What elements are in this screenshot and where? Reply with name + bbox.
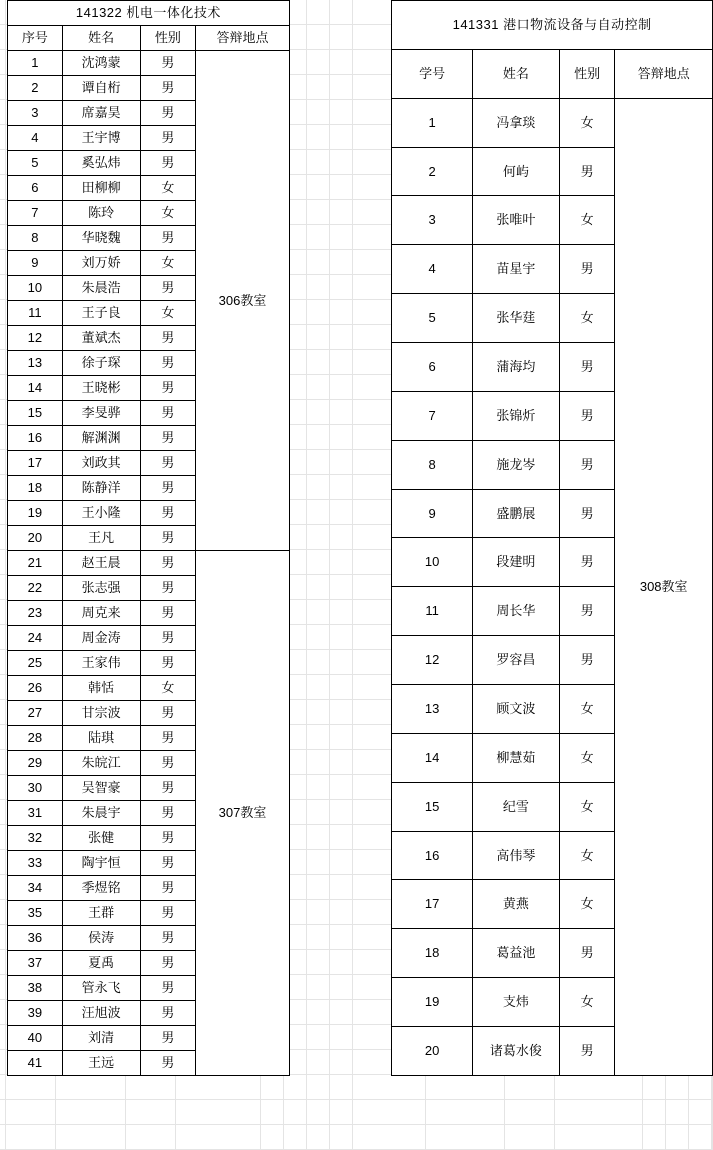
left_table-seq-cell: 3	[8, 101, 63, 126]
left_table-seq-cell: 37	[8, 951, 63, 976]
right_table-header-row	[392, 49, 713, 98]
right_table-seq-cell: 1	[392, 98, 473, 147]
right_table-header-cell: 答辩地点	[615, 49, 713, 98]
left_table-sex-cell: 男	[140, 876, 196, 901]
left_table-sex-cell: 男	[140, 551, 196, 576]
left_table-name-cell: 王凡	[62, 526, 140, 551]
grid-cell	[6, 1075, 55, 1100]
grid-cell	[176, 1100, 261, 1125]
left_table-seq-cell: 27	[8, 701, 63, 726]
right_table-name-cell: 冯拿琰	[473, 98, 560, 147]
right_table-sex-cell: 男	[559, 440, 615, 489]
grid-cell	[666, 1075, 689, 1100]
right_table-name-cell: 黄燕	[473, 880, 560, 929]
left_table-sex-cell: 男	[140, 1026, 196, 1051]
left_table-name-cell: 王群	[62, 901, 140, 926]
right_table-sex-cell: 女	[559, 294, 615, 343]
left_table-seq-cell: 13	[8, 351, 63, 376]
left_table-name-cell: 侯涛	[62, 926, 140, 951]
grid-cell	[330, 1125, 353, 1150]
grid-cell	[643, 1125, 666, 1150]
left_table-name-cell: 刘政其	[62, 451, 140, 476]
right_table-seq-cell: 16	[392, 831, 473, 880]
left_table-title-row	[8, 1, 290, 26]
right_table-sex-cell: 男	[559, 343, 615, 392]
grid-cell	[505, 1125, 555, 1150]
right_table-sex-cell: 男	[559, 929, 615, 978]
left_table-seq-cell: 18	[8, 476, 63, 501]
right_table-place-cell: 308教室	[615, 98, 713, 1075]
grid-cell	[126, 1075, 176, 1100]
right_table-seq-cell: 14	[392, 733, 473, 782]
left_table-seq-cell: 16	[8, 426, 63, 451]
left_table-seq-cell: 22	[8, 576, 63, 601]
right_table-seq-cell: 2	[392, 147, 473, 196]
left_table-name-cell: 陈玲	[62, 201, 140, 226]
left_table-sex-cell: 男	[140, 1001, 196, 1026]
left_table-sex-cell: 男	[140, 451, 196, 476]
left_table-seq-cell: 12	[8, 326, 63, 351]
left_table-sex-cell: 男	[140, 751, 196, 776]
left_table-seq-cell: 23	[8, 601, 63, 626]
left_table-name-cell: 华晓魏	[62, 226, 140, 251]
right_table-seq-cell: 17	[392, 880, 473, 929]
grid-row	[0, 1125, 713, 1150]
right_table-sex-cell: 女	[559, 733, 615, 782]
left_table-sex-cell: 女	[140, 201, 196, 226]
left_table-sex-cell: 男	[140, 501, 196, 526]
left_table-sex-cell: 女	[140, 251, 196, 276]
right_table-header-cell: 姓名	[473, 49, 560, 98]
left_table-seq-cell: 8	[8, 226, 63, 251]
left_table-seq-cell: 34	[8, 876, 63, 901]
table-row	[8, 51, 290, 76]
grid-cell	[330, 1100, 353, 1125]
grid-cell	[307, 1075, 330, 1100]
left_table-sex-cell: 男	[140, 401, 196, 426]
left_table-sex-cell: 男	[140, 726, 196, 751]
left_table-name-cell: 周克来	[62, 601, 140, 626]
left_table-header-cell: 性别	[140, 26, 196, 51]
grid-cell	[56, 1075, 127, 1100]
grid-cell	[666, 1125, 689, 1150]
left_table-seq-cell: 5	[8, 151, 63, 176]
left_table-name-cell: 季煜铭	[62, 876, 140, 901]
right-class-table	[391, 0, 713, 1076]
right_table-seq-cell: 9	[392, 489, 473, 538]
left_table-name-cell: 奚弘炜	[62, 151, 140, 176]
grid-cell	[643, 1075, 666, 1100]
grid-cell	[353, 1100, 426, 1125]
left_table-seq-cell: 21	[8, 551, 63, 576]
grid-cell	[555, 1100, 643, 1125]
left_table-sex-cell: 男	[140, 576, 196, 601]
left_table-name-cell: 王宇博	[62, 126, 140, 151]
right_table-seq-cell: 15	[392, 782, 473, 831]
grid-cell	[426, 1075, 504, 1100]
left_table-name-cell: 徐子琛	[62, 351, 140, 376]
left_table-name-cell: 管永飞	[62, 976, 140, 1001]
right_table-seq-cell: 10	[392, 538, 473, 587]
right_table-seq-cell: 4	[392, 245, 473, 294]
grid-cell	[689, 1100, 712, 1125]
right_table-sex-cell: 女	[559, 782, 615, 831]
left_table-sex-cell: 男	[140, 776, 196, 801]
right_table-seq-cell: 18	[392, 929, 473, 978]
grid-cell	[330, 1075, 353, 1100]
left_table-seq-cell: 7	[8, 201, 63, 226]
left_table-seq-cell: 1	[8, 51, 63, 76]
grid-cell	[6, 1125, 55, 1150]
left_table-place-cell: 307教室	[196, 551, 290, 1076]
right_table-name-cell: 诸葛水俊	[473, 1027, 560, 1076]
left_table-seq-cell: 9	[8, 251, 63, 276]
right_table-name-cell: 周长华	[473, 587, 560, 636]
left_table-name-cell: 田柳柳	[62, 176, 140, 201]
left_table-seq-cell: 26	[8, 676, 63, 701]
right_table-sex-cell: 男	[559, 636, 615, 685]
right_table-seq-cell: 13	[392, 685, 473, 734]
right_table-sex-cell: 男	[559, 1027, 615, 1076]
left_table-name-cell: 刘清	[62, 1026, 140, 1051]
right_table-title-row	[392, 1, 713, 50]
grid-cell	[689, 1125, 712, 1150]
left_table-title: 141322 机电一体化技术	[8, 1, 290, 26]
grid-cell	[426, 1100, 504, 1125]
left_table-sex-cell: 男	[140, 476, 196, 501]
right_table-seq-cell: 19	[392, 978, 473, 1027]
grid-cell	[176, 1125, 261, 1150]
left_table-sex-cell: 男	[140, 951, 196, 976]
grid-cell	[176, 1075, 261, 1100]
left_table-seq-cell: 17	[8, 451, 63, 476]
left_table-header-row	[8, 26, 290, 51]
right_table-seq-cell: 7	[392, 391, 473, 440]
left_table-sex-cell: 男	[140, 801, 196, 826]
right_table-sex-cell: 女	[559, 978, 615, 1027]
grid-cell	[126, 1125, 176, 1150]
left_table-sex-cell: 女	[140, 176, 196, 201]
left_table-name-cell: 朱晨浩	[62, 276, 140, 301]
left_table-name-cell: 张志强	[62, 576, 140, 601]
grid-cell	[643, 1100, 666, 1125]
left_table-seq-cell: 6	[8, 176, 63, 201]
grid-cell	[555, 1125, 643, 1150]
left_table-seq-cell: 28	[8, 726, 63, 751]
left_table-sex-cell: 男	[140, 351, 196, 376]
grid-cell	[426, 1125, 504, 1150]
left_table-name-cell: 王子良	[62, 301, 140, 326]
left_table-seq-cell: 10	[8, 276, 63, 301]
right_table-name-cell: 顾文波	[473, 685, 560, 734]
left_table-sex-cell: 男	[140, 51, 196, 76]
left_table-seq-cell: 24	[8, 626, 63, 651]
left_table-header-cell: 序号	[8, 26, 63, 51]
left_table-seq-cell: 31	[8, 801, 63, 826]
left_table-seq-cell: 19	[8, 501, 63, 526]
grid-cell	[6, 1100, 55, 1125]
grid-cell	[261, 1100, 284, 1125]
left_table-seq-cell: 41	[8, 1051, 63, 1076]
left_table-seq-cell: 39	[8, 1001, 63, 1026]
right_table-sex-cell: 女	[559, 831, 615, 880]
right_table-sex-cell: 女	[559, 196, 615, 245]
left_table-name-cell: 沈鸿蒙	[62, 51, 140, 76]
right_table-name-cell: 支炜	[473, 978, 560, 1027]
grid-cell	[261, 1075, 284, 1100]
right_table-seq-cell: 3	[392, 196, 473, 245]
right_table-name-cell: 柳慧茹	[473, 733, 560, 782]
right_table-header-cell: 性别	[559, 49, 615, 98]
left_table-name-cell: 朱皖江	[62, 751, 140, 776]
right_table-seq-cell: 20	[392, 1027, 473, 1076]
left_table-name-cell: 朱晨宇	[62, 801, 140, 826]
right_table-sex-cell: 男	[559, 245, 615, 294]
left_table-name-cell: 董斌杰	[62, 326, 140, 351]
left_table-sex-cell: 男	[140, 101, 196, 126]
grid-cell	[284, 1100, 307, 1125]
right_table-name-cell: 蒲海均	[473, 343, 560, 392]
right_table-sex-cell: 男	[559, 391, 615, 440]
right_table-sex-cell: 女	[559, 98, 615, 147]
left_table-seq-cell: 38	[8, 976, 63, 1001]
left_table-sex-cell: 男	[140, 126, 196, 151]
grid-cell	[126, 1100, 176, 1125]
left_table-sex-cell: 男	[140, 76, 196, 101]
left_table-seq-cell: 11	[8, 301, 63, 326]
grid-cell	[555, 1075, 643, 1100]
left_table-name-cell: 赵王晨	[62, 551, 140, 576]
column-gap	[290, 0, 391, 1076]
grid-cell	[353, 1075, 426, 1100]
left_table-sex-cell: 男	[140, 601, 196, 626]
left_table-sex-cell: 男	[140, 426, 196, 451]
left_table-sex-cell: 男	[140, 701, 196, 726]
left-class-table	[7, 0, 290, 1076]
grid-cell	[666, 1100, 689, 1125]
right_table-sex-cell: 女	[559, 880, 615, 929]
left_table-name-cell: 汪旭波	[62, 1001, 140, 1026]
left_table-sex-cell: 男	[140, 376, 196, 401]
left_table-sex-cell: 男	[140, 226, 196, 251]
right_table-name-cell: 罗容昌	[473, 636, 560, 685]
left_table-seq-cell: 2	[8, 76, 63, 101]
grid-cell	[353, 1125, 426, 1150]
left_table-name-cell: 席嘉昊	[62, 101, 140, 126]
right_table-title: 141331 港口物流设备与自动控制	[392, 1, 713, 50]
left_table-name-cell: 张健	[62, 826, 140, 851]
right_table-seq-cell: 12	[392, 636, 473, 685]
right_table-sex-cell: 男	[559, 538, 615, 587]
right_table-sex-cell: 男	[559, 489, 615, 538]
left_table-sex-cell: 男	[140, 851, 196, 876]
left_table-sex-cell: 男	[140, 526, 196, 551]
grid-cell	[261, 1125, 284, 1150]
left_table-sex-cell: 男	[140, 901, 196, 926]
left_table-seq-cell: 29	[8, 751, 63, 776]
left_table-sex-cell: 男	[140, 276, 196, 301]
left_table-name-cell: 王家伟	[62, 651, 140, 676]
right_table-sex-cell: 女	[559, 685, 615, 734]
left_table-seq-cell: 15	[8, 401, 63, 426]
left_table-name-cell: 陆琪	[62, 726, 140, 751]
grid-cell	[284, 1075, 307, 1100]
left_table-name-cell: 谭自桁	[62, 76, 140, 101]
right_table-name-cell: 高伟琴	[473, 831, 560, 880]
grid-cell	[56, 1125, 127, 1150]
left_table-name-cell: 陶宇恒	[62, 851, 140, 876]
left_table-seq-cell: 35	[8, 901, 63, 926]
grid-cell	[689, 1075, 712, 1100]
left_table-seq-cell: 33	[8, 851, 63, 876]
left_table-seq-cell: 30	[8, 776, 63, 801]
grid-cell	[56, 1100, 127, 1125]
left_table-sex-cell: 男	[140, 1051, 196, 1076]
left_table-name-cell: 夏禹	[62, 951, 140, 976]
left_table-sex-cell: 女	[140, 301, 196, 326]
grid-cell	[505, 1075, 555, 1100]
right_table-header-cell: 学号	[392, 49, 473, 98]
left_table-name-cell: 陈静洋	[62, 476, 140, 501]
left_table-seq-cell: 25	[8, 651, 63, 676]
left_table-sex-cell: 男	[140, 326, 196, 351]
left_table-seq-cell: 36	[8, 926, 63, 951]
left_table-name-cell: 王远	[62, 1051, 140, 1076]
right_table-name-cell: 张华莛	[473, 294, 560, 343]
left_table-sex-cell: 男	[140, 151, 196, 176]
left_table-name-cell: 解渊渊	[62, 426, 140, 451]
right_table-seq-cell: 6	[392, 343, 473, 392]
left_table-place-cell: 306教室	[196, 51, 290, 551]
left_table-name-cell: 周金涛	[62, 626, 140, 651]
left_table-sex-cell: 男	[140, 626, 196, 651]
left_table-sex-cell: 女	[140, 676, 196, 701]
table-row	[8, 551, 290, 576]
left_table-name-cell: 王晓彬	[62, 376, 140, 401]
right_table-name-cell: 段建明	[473, 538, 560, 587]
right_table-sex-cell: 男	[559, 147, 615, 196]
left_table-name-cell: 王小隆	[62, 501, 140, 526]
left_table-seq-cell: 14	[8, 376, 63, 401]
right_table-seq-cell: 8	[392, 440, 473, 489]
left_table-sex-cell: 男	[140, 651, 196, 676]
right_table-name-cell: 张锦炘	[473, 391, 560, 440]
grid-cell	[505, 1100, 555, 1125]
right_table-seq-cell: 11	[392, 587, 473, 636]
right_table-name-cell: 葛益池	[473, 929, 560, 978]
left_table-sex-cell: 男	[140, 926, 196, 951]
table-row	[392, 98, 713, 147]
right_table-seq-cell: 5	[392, 294, 473, 343]
grid-row	[0, 1075, 713, 1100]
right_table-name-cell: 苗星宇	[473, 245, 560, 294]
grid-cell	[307, 1125, 330, 1150]
left_table-name-cell: 韩恬	[62, 676, 140, 701]
left_table-seq-cell: 32	[8, 826, 63, 851]
right_table-sex-cell: 男	[559, 587, 615, 636]
left_table-name-cell: 刘万娇	[62, 251, 140, 276]
left_table-header-cell: 答辩地点	[196, 26, 290, 51]
right_table-name-cell: 施龙岑	[473, 440, 560, 489]
left_table-sex-cell: 男	[140, 976, 196, 1001]
grid-cell	[307, 1100, 330, 1125]
right_table-name-cell: 纪雪	[473, 782, 560, 831]
right_table-name-cell: 盛鹏展	[473, 489, 560, 538]
left_table-sex-cell: 男	[140, 826, 196, 851]
left_table-name-cell: 吴智豪	[62, 776, 140, 801]
left_table-name-cell: 甘宗波	[62, 701, 140, 726]
grid-cell	[284, 1125, 307, 1150]
left_table-seq-cell: 20	[8, 526, 63, 551]
grid-row	[0, 1100, 713, 1125]
left_table-header-cell: 姓名	[62, 26, 140, 51]
left_table-seq-cell: 4	[8, 126, 63, 151]
right_table-name-cell: 何屿	[473, 147, 560, 196]
left_table-name-cell: 李旻骅	[62, 401, 140, 426]
right_table-name-cell: 张唯叶	[473, 196, 560, 245]
left_table-seq-cell: 40	[8, 1026, 63, 1051]
